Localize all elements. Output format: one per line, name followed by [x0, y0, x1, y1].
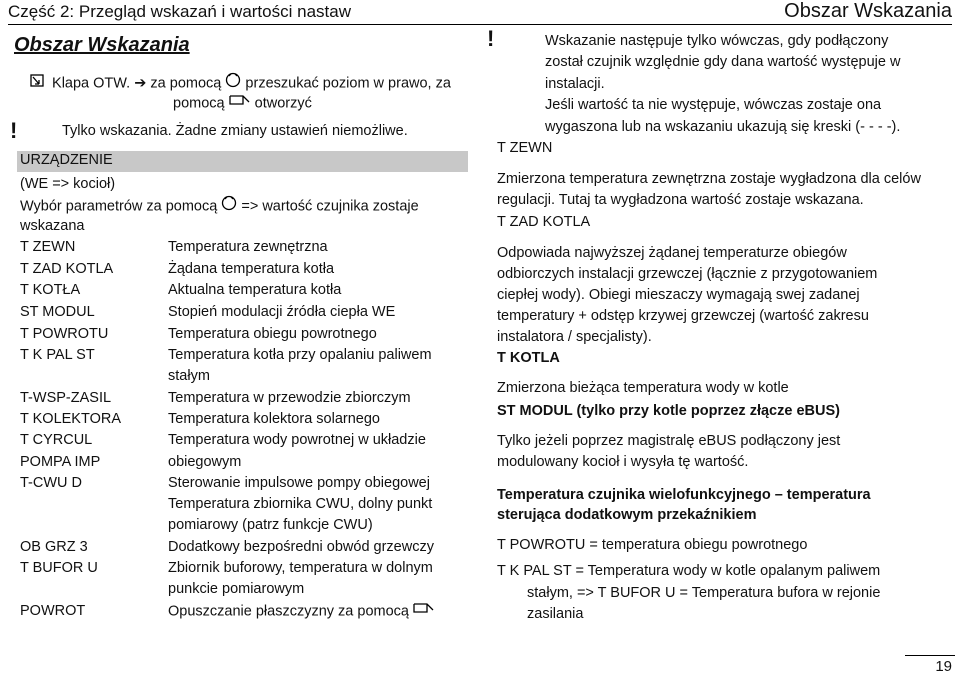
t-zewn-text: regulacji. Tutaj ta wygładzona wartość zostaje wskazana. [497, 192, 864, 208]
note-line: wygaszona lub na wskazaniu ukazują się kreski (- - - -). [545, 119, 901, 135]
param-name: ST MODUL [20, 304, 95, 320]
param-desc: pomiarowy (patrz funkcje CWU) [168, 517, 373, 533]
select-line-2: wskazana [20, 218, 85, 234]
header-right: Obszar Wskazania [784, 0, 952, 22]
t-zad-text: odbiorczych instalacji grzewczej (łącznie z przygotowaniem [497, 266, 878, 282]
param-name: POWROT [20, 603, 86, 619]
device-bar [17, 151, 468, 172]
param-desc: Temperatura kotła przy opalaniu paliwem [168, 347, 432, 363]
flap-line-2: pomocą otworzyć [173, 93, 312, 115]
param-name: T K PAL ST [20, 347, 95, 363]
note-line: instalacji. [545, 76, 605, 92]
param-desc: Temperatura zewnętrzna [168, 239, 328, 255]
section-title-t-kotla: T KOTLA [497, 350, 560, 366]
param-desc: Temperatura w przewodzie zbiorczym [168, 390, 411, 406]
rotary-knob-icon [221, 195, 237, 219]
param-desc: Stopień modulacji źródła ciepła WE [168, 304, 396, 320]
param-desc: Temperatura kolektora solarnego [168, 411, 380, 427]
param-name: T KOLEKTORA [20, 411, 121, 427]
param-desc: obiegowym [168, 454, 242, 470]
flap-line: Klapa OTW. ➔ za pomocą przeszukać poziom w prawo, za [30, 72, 451, 96]
t-zad-text: Odpowiada najwyższej żądanej temperaturze obiegów [497, 245, 847, 261]
arrow-right-icon: ➔ [134, 75, 147, 92]
param-desc: Temperatura zbiornika CWU, dolny punkt [168, 496, 433, 512]
section-title-t-zad: T ZAD KOTLA [497, 214, 591, 230]
t-zad-text: temperatury + odstęp krzywej grzewczej (wartość zakresu [497, 308, 869, 324]
param-name: T CYRCUL [20, 432, 93, 448]
param-desc: Żądana temperatura kotła [168, 261, 335, 277]
t-zad-text: instalatora / specjalisty). [497, 329, 652, 345]
header-rule [8, 24, 952, 25]
hand-press-icon [413, 601, 435, 623]
device-bar-label: URZĄDZENIE [20, 152, 113, 168]
warning-bang: ! [487, 26, 495, 51]
select-line: Wybór parametrów za pomocą => wartość czujnika zostaje [20, 195, 419, 219]
readonly-note: Tylko wskazania. Żadne zmiany ustawień niemożliwe. [62, 123, 408, 139]
param-name: T KOTŁA [20, 282, 81, 298]
param-desc: Sterowanie impulsowe pompy obiegowej [168, 475, 430, 491]
t-zad-text: ciepłej wody). Obiegi mieszaczy wymagają swej zadanej [497, 287, 860, 303]
section-title-st-modul: ST MODUL (tylko przy kotle poprzez złącze eBUS) [497, 403, 840, 419]
page-number: 19 [935, 658, 952, 675]
t-zewn-text: Zmierzona temperatura zewnętrzna zostaje wygładzona dla celów [497, 171, 921, 187]
param-name: T POWROTU [20, 326, 109, 342]
rotary-knob-icon [225, 72, 241, 96]
param-name: POMPA IMP [20, 454, 101, 470]
page-title: Obszar Wskazania [14, 34, 190, 56]
param-desc: stałym [168, 368, 210, 384]
param-desc: Opuszczanie płaszczyzny za pomocą [168, 601, 435, 623]
t-k-pal-text: zasilania [527, 606, 584, 622]
section-title-multi: Temperatura czujnika wielofunkcyjnego – temperatura [497, 487, 871, 503]
param-desc: Temperatura obiegu powrotnego [168, 326, 377, 342]
flap-open-icon [30, 72, 48, 96]
footer-rule [905, 655, 955, 656]
note-line: Jeśli wartość ta nie występuje, wówczas zostaje ona [545, 97, 882, 113]
st-modul-text: Tylko jeżeli poprzez magistralę eBUS podłączony jest [497, 433, 841, 449]
param-name: T ZAD KOTLA [20, 261, 114, 277]
header-left: Część 2: Przegląd wskazań i wartości nastaw [8, 2, 351, 21]
warning-bang: ! [10, 118, 18, 143]
hand-press-icon [229, 93, 251, 115]
device-sub: (WE => kocioł) [20, 176, 116, 192]
note-line: został czujnik względnie gdy dana wartość występuje w [545, 54, 901, 70]
param-desc: punkcie pomiarowym [168, 581, 305, 597]
param-desc: Zbiornik buforowy, temperatura w dolnym [168, 560, 433, 576]
st-modul-text: modulowany kocioł i wysyła tę wartość. [497, 454, 749, 470]
section-title-t-zewn: T ZEWN [497, 140, 553, 156]
param-name: T BUFOR U [20, 560, 98, 576]
section-title-multi: sterująca dodatkowym przekaźnikiem [497, 507, 757, 523]
param-desc: Temperatura wody powrotnej w układzie [168, 432, 426, 448]
t-k-pal-text: stałym, => T BUFOR U = Temperatura bufora w rejonie [527, 585, 881, 601]
param-desc: Aktualna temperatura kotła [168, 282, 342, 298]
param-name: T-WSP-ZASIL [20, 390, 112, 406]
param-desc: Dodatkowy bezpośredni obwód grzewczy [168, 539, 434, 555]
t-k-pal-text: T K PAL ST = Temperatura wody w kotle opalanym paliwem [497, 563, 881, 579]
param-name: T-CWU D [20, 475, 83, 491]
t-kotla-text: Zmierzona bieżąca temperatura wody w kotle [497, 380, 789, 396]
note-line: Wskazanie następuje tylko wówczas, gdy podłączony [545, 33, 889, 49]
t-powrotu-text: T POWROTU = temperatura obiegu powrotnego [497, 537, 808, 553]
param-name: OB GRZ 3 [20, 539, 88, 555]
param-name: T ZEWN [20, 239, 76, 255]
